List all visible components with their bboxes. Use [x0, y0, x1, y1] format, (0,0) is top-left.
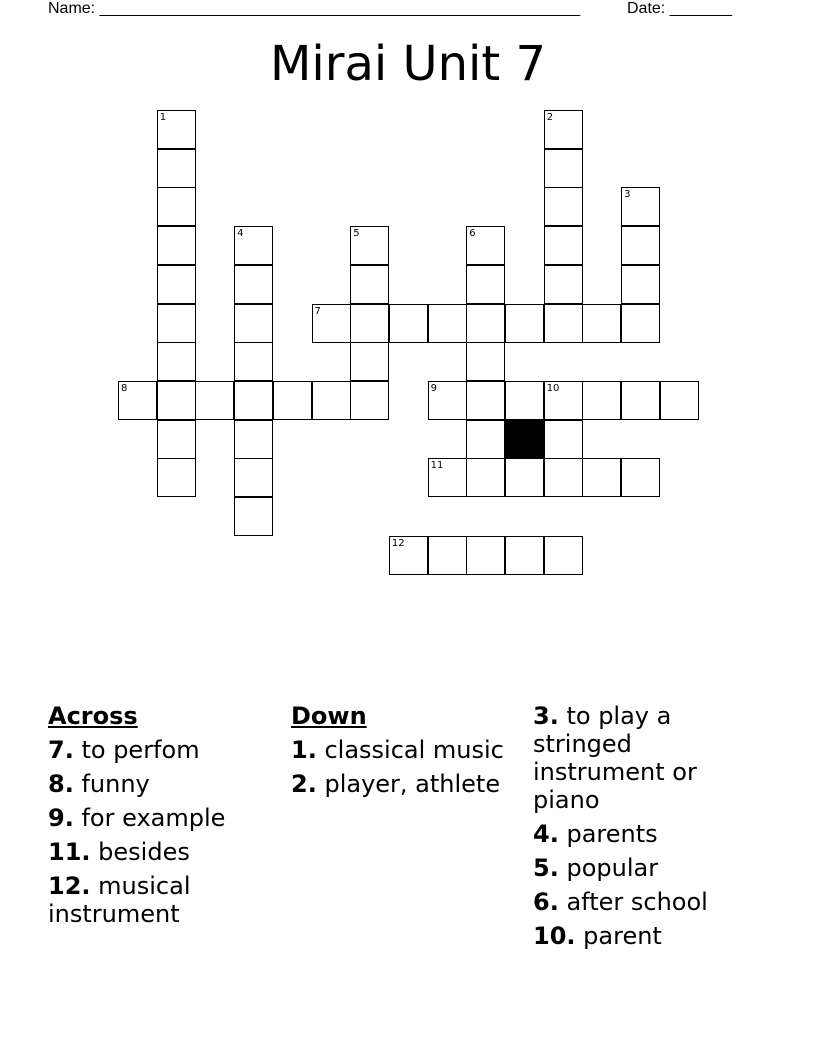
clue-number-label: 1	[159, 112, 167, 123]
grid-cell[interactable]	[428, 536, 467, 575]
clue-text: to play a stringed instrument or piano	[533, 702, 697, 814]
grid-cell[interactable]	[544, 458, 583, 497]
grid-cell[interactable]	[157, 110, 196, 149]
grid-cell[interactable]	[389, 304, 428, 343]
clue-across-11	[48, 838, 268, 866]
grid-cell[interactable]	[157, 187, 196, 226]
grid-cell[interactable]	[350, 342, 389, 381]
clue-number: 8.	[48, 770, 74, 798]
clue-text: for example	[81, 804, 226, 832]
clue-text: musical instrument	[48, 872, 191, 928]
clue-text: after school	[566, 888, 708, 916]
page-title: Mirai Unit 7	[270, 36, 546, 92]
black-cell	[505, 420, 544, 459]
clue-number-label: 5	[353, 228, 360, 240]
clue-number-label: 7	[314, 305, 321, 317]
grid-cell[interactable]	[350, 226, 389, 265]
down-clues	[291, 702, 511, 804]
grid-cell[interactable]	[157, 458, 196, 497]
clue-across-8	[48, 770, 268, 798]
grid-cell[interactable]	[660, 381, 699, 420]
grid-cell[interactable]	[544, 187, 583, 226]
grid-cell[interactable]	[544, 420, 583, 459]
grid-cell[interactable]	[157, 342, 196, 381]
grid-cell[interactable]	[466, 265, 505, 304]
clue-text: to perfom	[81, 736, 200, 764]
clue-across-9	[48, 804, 268, 832]
grid-cell[interactable]	[544, 381, 583, 420]
grid-cell[interactable]	[466, 342, 505, 381]
grid-cell[interactable]	[234, 497, 273, 536]
grid-cell[interactable]	[157, 265, 196, 304]
grid-cell[interactable]	[582, 304, 621, 343]
grid-cell[interactable]	[312, 381, 351, 420]
grid-cell[interactable]	[466, 458, 505, 497]
grid-cell[interactable]	[544, 226, 583, 265]
clue-number-label: 6	[469, 228, 476, 240]
grid-cell[interactable]	[505, 536, 544, 575]
clue-down-2	[291, 770, 511, 798]
clue-text: parent	[583, 922, 662, 950]
grid-cell[interactable]	[466, 304, 505, 343]
grid-cell[interactable]	[389, 536, 428, 575]
clue-number-label: 4	[237, 228, 244, 240]
grid-cell[interactable]	[157, 420, 196, 459]
date-line: Date: _______	[627, 0, 732, 17]
grid-cell[interactable]	[234, 420, 273, 459]
grid-cell[interactable]	[621, 381, 660, 420]
clue-text: funny	[81, 770, 150, 798]
clue-number: 11.	[48, 838, 91, 866]
grid-cell[interactable]	[157, 304, 196, 343]
clue-down-5	[533, 854, 763, 882]
grid-cell[interactable]	[466, 420, 505, 459]
clue-number-label: 3	[624, 189, 631, 201]
clue-number: 4.	[533, 820, 559, 848]
clue-number-label: 2	[546, 112, 554, 123]
clue-number: 5.	[533, 854, 559, 882]
grid-cell[interactable]	[118, 381, 157, 420]
clue-text: classical music	[324, 736, 504, 764]
grid-cell[interactable]	[350, 265, 389, 304]
clue-down-1	[291, 736, 511, 764]
grid-cell[interactable]	[621, 226, 660, 265]
across-heading: Across	[48, 702, 138, 730]
grid-cell[interactable]	[428, 458, 467, 497]
clue-number: 10.	[533, 922, 576, 950]
clue-number: 7.	[48, 736, 74, 764]
across-clues	[48, 702, 268, 934]
clue-number: 12.	[48, 872, 91, 900]
clue-across-7	[48, 736, 268, 764]
clue-text: besides	[98, 838, 190, 866]
grid-cell[interactable]	[157, 226, 196, 265]
grid-cell[interactable]	[582, 458, 621, 497]
grid-cell[interactable]	[621, 304, 660, 343]
clue-text: player, athlete	[324, 770, 501, 798]
grid-cell[interactable]	[544, 304, 583, 343]
clue-text: popular	[566, 854, 659, 882]
grid-cell[interactable]	[505, 304, 544, 343]
clue-down-3	[533, 702, 763, 814]
down-heading: Down	[291, 702, 367, 730]
grid-cell[interactable]	[621, 265, 660, 304]
grid-cell[interactable]	[466, 226, 505, 265]
grid-cell[interactable]	[312, 304, 351, 343]
grid-cell[interactable]	[234, 265, 273, 304]
clue-number-label: 8	[121, 382, 128, 394]
grid-cell[interactable]	[350, 381, 389, 420]
grid-cell[interactable]	[428, 381, 467, 420]
clue-number: 2.	[291, 770, 317, 798]
grid-cell[interactable]	[621, 187, 660, 226]
clue-number: 3.	[533, 702, 559, 730]
grid-cell[interactable]	[234, 342, 273, 381]
grid-cell[interactable]	[505, 458, 544, 497]
grid-cell[interactable]	[234, 458, 273, 497]
grid-cell[interactable]	[466, 381, 505, 420]
grid-cell[interactable]	[350, 304, 389, 343]
grid-cell[interactable]	[234, 226, 273, 265]
clue-number: 1.	[291, 736, 317, 764]
clue-number: 6.	[533, 888, 559, 916]
grid-cell[interactable]	[544, 149, 583, 188]
clue-down-6	[533, 888, 763, 916]
grid-cell[interactable]	[544, 536, 583, 575]
clue-text: parents	[566, 820, 658, 848]
grid-cell[interactable]	[544, 265, 583, 304]
clue-number-label: 9	[430, 382, 437, 394]
clue-number-label: 12	[391, 537, 405, 549]
grid-cell[interactable]	[157, 149, 196, 188]
grid-cell[interactable]	[582, 381, 621, 420]
grid-cell[interactable]	[505, 381, 544, 420]
clue-number-label: 11	[430, 460, 444, 472]
grid-cell[interactable]	[157, 381, 196, 420]
grid-cell[interactable]	[428, 304, 467, 343]
clue-across-12	[48, 872, 268, 928]
grid-cell[interactable]	[544, 110, 583, 149]
grid-cell[interactable]	[621, 458, 660, 497]
grid-cell[interactable]	[195, 381, 234, 420]
clue-down-4	[533, 820, 763, 848]
name-line: Name: ______________________________________________________	[48, 0, 581, 17]
clue-number-label: 10	[546, 382, 560, 394]
grid-cell[interactable]	[234, 304, 273, 343]
grid-cell[interactable]	[234, 381, 273, 420]
clue-number: 9.	[48, 804, 74, 832]
grid-cell[interactable]	[273, 381, 312, 420]
clue-down-10	[533, 922, 763, 950]
grid-cell[interactable]	[466, 536, 505, 575]
down-clues-continued	[533, 702, 763, 956]
